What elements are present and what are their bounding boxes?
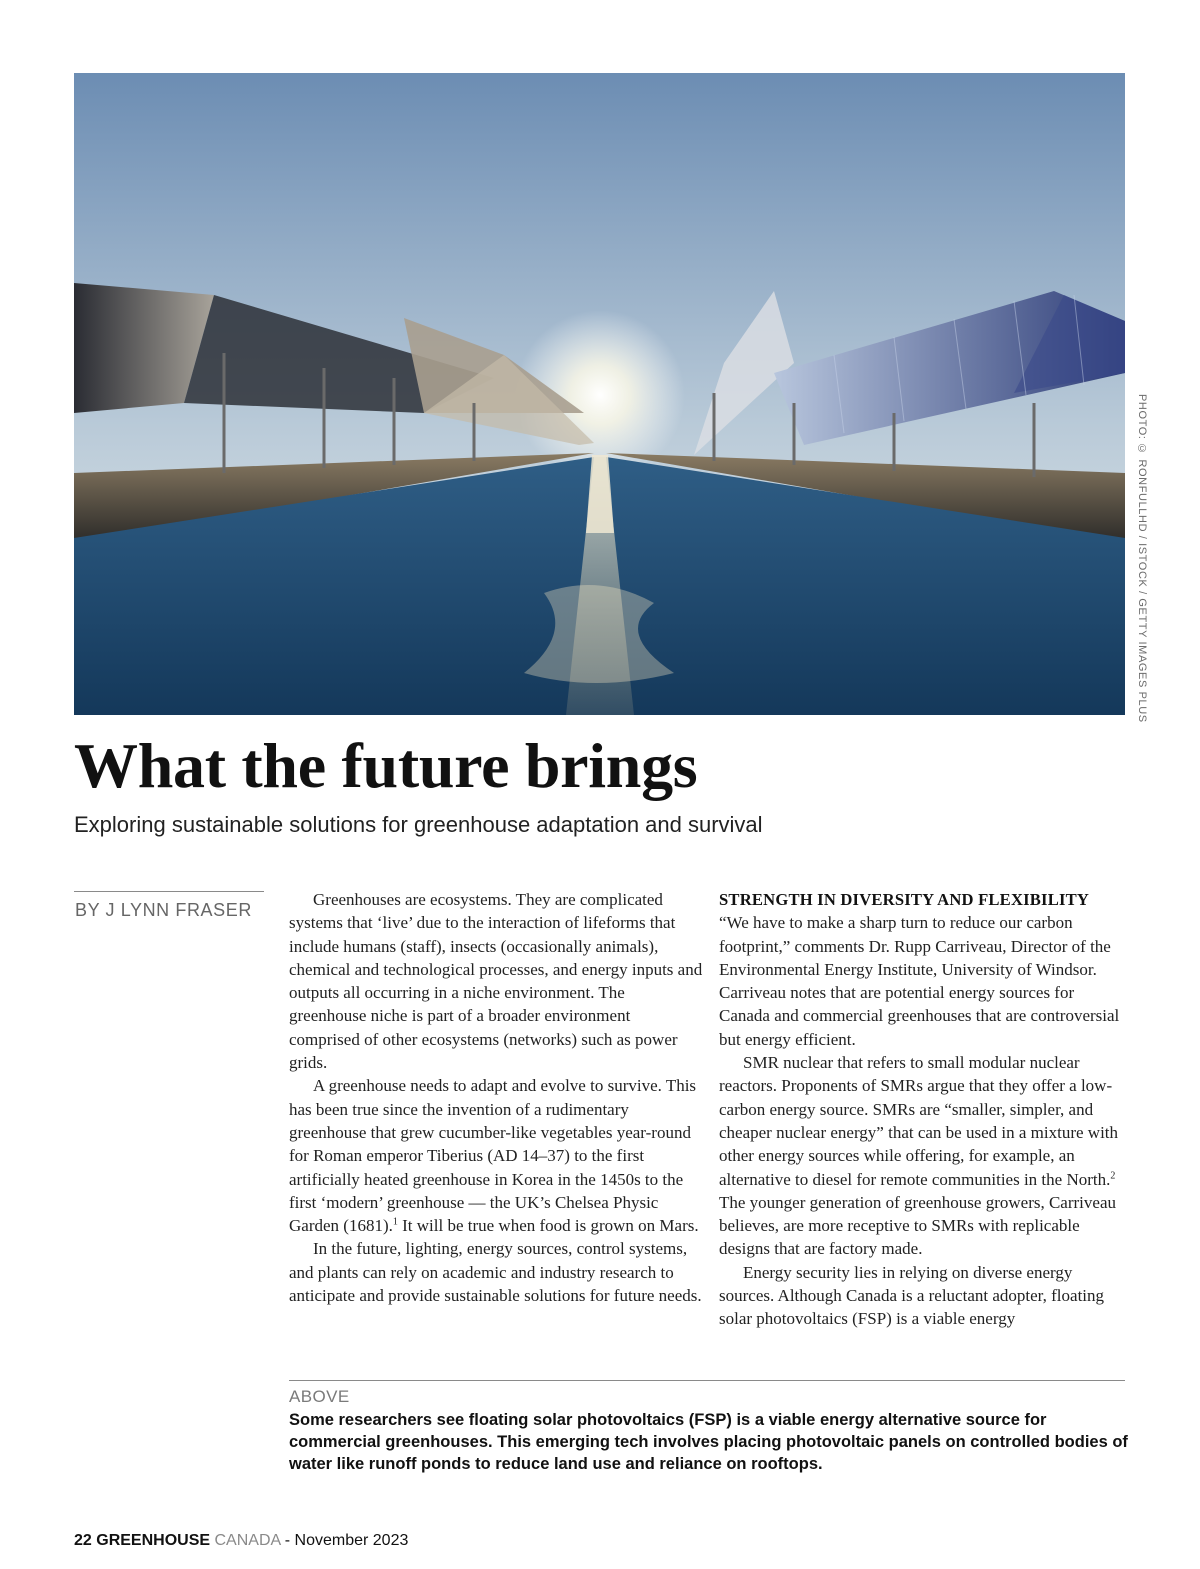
paragraph: Greenhouses are ecosystems. They are complicated systems that ‘live’ due to the interaction of lifeforms that include humans (staff), insects (occasionally animals), chemical and technological processes, and energy inputs and outputs all occurring in a niche environment. The greenhouse niche is part of a broader environment comprised of other ecosystems (networks) such as power grids. bbox=[289, 890, 703, 1073]
paragraph: Energy security lies in relying on diverse energy sources. Although Canada is a reluctant adopter, floating solar photovoltaics (FSP) is a viable energy bbox=[719, 1262, 1105, 1329]
floating-solar-illustration bbox=[74, 73, 1125, 715]
paragraph-text: SMR nuclear that refers to small modular nuclear reactors. Proponents of SMRs argue that they offer a low-carbon energy source. SMRs are “smaller, simpler, and cheaper nuclear energy” that can be used in a mixture with other energy sources while offering, for example, an alternative to diesel for remote communities in the North. bbox=[719, 1053, 1119, 1189]
issue-date: - November 2023 bbox=[280, 1532, 409, 1549]
body-column-1 bbox=[289, 888, 704, 1307]
paragraph-text: A greenhouse needs to adapt and evolve to survive. This has been true since the invention of a rudimentary greenhouse that grew cucumber-like vegetables year-round for Roman emperor Tiberius (AD 14–37) to the first artificially heated greenhouse in Korea in the 1450s to the first ‘modern’ greenhouse — the UK’s Chelsea Physic Garden (1681). bbox=[289, 1076, 697, 1236]
paragraph-text: It will be true when food is grown on Mars. bbox=[397, 1216, 699, 1236]
paragraph bbox=[289, 1074, 704, 1237]
publication-name-suffix: CANADA bbox=[214, 1532, 281, 1549]
photo-credit: PHOTO: © RONFULLHD / ISTOCK / GETTY IMAGES PLUS bbox=[1136, 394, 1148, 723]
caption-label: ABOVE bbox=[289, 1387, 350, 1406]
publication-name: GREENHOUSE bbox=[96, 1532, 211, 1549]
subhead: Exploring sustainable solutions for greenhouse adaptation and survival bbox=[74, 812, 763, 837]
caption-rule bbox=[289, 1380, 1125, 1381]
photo-caption: Some researchers see floating solar photovoltaics (FSP) is a viable energy alternative source for commercial greenhouses. This emerging tech involves placing photovoltaic panels on controlled bodies of water like runoff ponds to reduce land use and reliance on rooftops. bbox=[289, 1411, 1128, 1473]
section-heading: STRENGTH IN DIVERSITY AND FLEXIBILITY bbox=[719, 890, 1090, 909]
footnote-marker: 2 bbox=[1110, 1169, 1116, 1181]
paragraph: “We have to make a sharp turn to reduce our carbon footprint,” comments Dr. Rupp Carriveau, Director of the Environmental Energy Institute, University of Windsor. Carriveau notes that are potential energy sources for Canada and commercial greenhouses that are controversial but energy efficient. bbox=[719, 913, 1120, 1049]
paragraph: In the future, lighting, energy sources, control systems, and plants can rely on academic and industry research to anticipate and provide sustainable solutions for future needs. bbox=[289, 1239, 702, 1306]
page-number: 22 bbox=[74, 1532, 92, 1549]
paragraph bbox=[719, 1051, 1129, 1261]
headline: What the future brings bbox=[74, 730, 698, 801]
paragraph-text: The younger generation of greenhouse growers, Carriveau believes, are more receptive to SMRs with replicable designs that are factory made. bbox=[719, 1192, 1116, 1259]
page-footer bbox=[74, 1532, 408, 1550]
byline-rule bbox=[74, 891, 264, 892]
byline: BY J LYNN FRASER bbox=[75, 900, 252, 920]
body-column-2 bbox=[719, 888, 1129, 1331]
footnote-marker: 1 bbox=[392, 1216, 398, 1228]
hero-photo bbox=[74, 73, 1125, 715]
